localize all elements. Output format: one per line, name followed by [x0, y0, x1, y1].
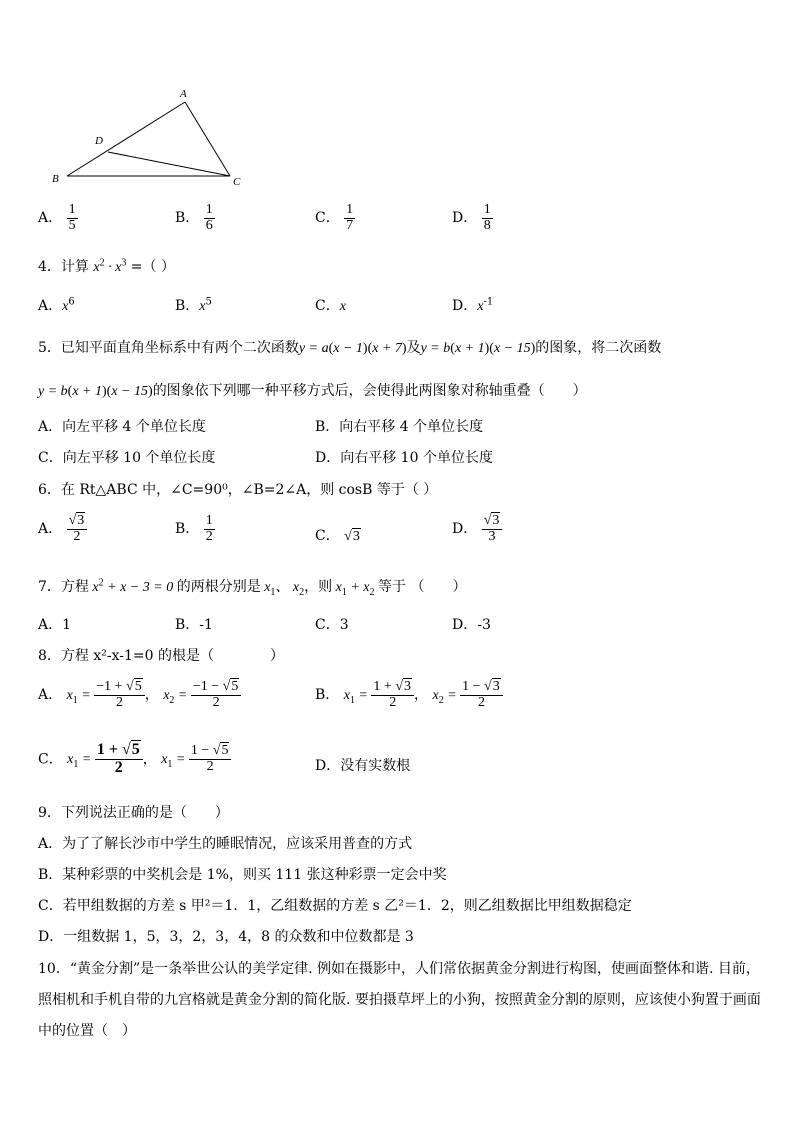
fraction: $\frac{1}{2}$ [205, 513, 213, 544]
q6-option-b[interactable]: B． $\frac{1}{2}$ [175, 513, 213, 544]
q8-option-a[interactable]: A． $x_1$ = $\frac{-1 + √5}{2}$ ， $x_2$ = $\frac{-1 - √5}{2}$ [38, 680, 241, 710]
segment-ba [67, 102, 185, 176]
q6-option-d[interactable]: D． $\frac{√3}{3}$ [452, 514, 502, 544]
q9-option-a[interactable]: A．为了了解长沙市中学生的睡眠情况，应该采用普查的方式 [38, 836, 413, 852]
q7-option-c[interactable]: C．3 [315, 617, 349, 633]
fraction: $\frac{1}{5}$ [68, 202, 76, 233]
q3-option-d[interactable]: D． $\frac{1}{8}$ [452, 202, 491, 233]
q7-option-a[interactable]: A．1 [38, 617, 72, 633]
q9-option-d[interactable]: D．一组数据 1，5，3，2，3，4，8 的众数和中位数都是 3 [38, 929, 414, 945]
q5-option-d[interactable]: D．向右平移 10 个单位长度 [315, 450, 493, 466]
label-a: A [180, 88, 187, 100]
q4-option-a[interactable]: A．$x^6$ [38, 296, 75, 314]
fraction: $\frac{1}{7}$ [346, 202, 354, 233]
q6-option-a[interactable]: A． $\frac{√3}{2}$ [38, 514, 87, 544]
q5-func-2: y = b(x + 1)(x − 15) [420, 341, 536, 356]
q6-option-c[interactable]: C． √3 [315, 528, 360, 544]
q7-option-b[interactable]: B．-1 [175, 617, 213, 633]
q10-line-3: 中的位置（ ） [38, 1023, 136, 1039]
label-d: D [95, 135, 103, 147]
q4-option-d[interactable]: D．$x^{-1}$ [452, 296, 494, 314]
q3-option-c[interactable]: C． $\frac{1}{7}$ [315, 202, 354, 233]
label-b: B [52, 173, 59, 185]
q10-line-2: 照相机和手机自带的九宫格就是黄金分割的简化版. 要拍摄草坪上的小狗，按照黄金分割的原则，应该使小狗置于画面 [38, 992, 761, 1008]
q5-option-a[interactable]: A．向左平移 4 个单位长度 [38, 419, 206, 435]
q9-option-b[interactable]: B．某种彩票的中奖机会是 1%，则买 111 张这种彩票一定会中奖 [38, 867, 447, 883]
fraction: $\frac{√3}{2}$ [67, 514, 88, 544]
segment-dc [108, 152, 230, 176]
triangle-figure [40, 80, 260, 190]
q9-stem: 9．下列说法正确的是（ ） [38, 805, 229, 821]
fraction: $\frac{√3}{3}$ [482, 514, 503, 544]
q4-expression: $x^2 \cdot x^3$ [93, 257, 127, 275]
q5-option-c[interactable]: C．向左平移 10 个单位长度 [38, 450, 216, 466]
q5-option-b[interactable]: B．向右平移 4 个单位长度 [315, 419, 484, 435]
fraction: $\frac{1}{6}$ [205, 202, 213, 233]
q8-option-c[interactable]: C． $x_1$ = $\frac{1 + √5}{2}$ ， $x_1$ = $\frac{1 - √5}{2}$ [38, 742, 231, 777]
label-c: C [233, 176, 241, 188]
q10-line-1: 10．“黄金分割”是一条举世公认的美学定律. 例如在摄影中，人们常依据黄金分割进行构图，使画面整体和谐. 目前， [38, 961, 760, 977]
q4-stem: 4．计算 $x^2 \cdot x^3$ =（ ） [38, 257, 175, 275]
q8-option-b[interactable]: B． $x_1$ = $\frac{1 + √3}{2}$ ， $x_2$ = $\frac{1 - √3}{2}$ [315, 680, 503, 710]
fraction: $\frac{1}{8}$ [483, 202, 491, 233]
q6-stem: 6．在 Rt△ABC 中，∠C=90⁰，∠B=2∠A，则 cosB 等于（ ） [38, 482, 438, 498]
q5-line-1: 5．已知平面直角坐标系中有两个二次函数y = a(x − 1)(x + 7)及y = b(x + 1)(x − 15)的图象，将二次函数 [38, 340, 662, 356]
q5-func-2-repeat: y = b(x + 1)(x − 15) [38, 384, 153, 399]
q4-option-b[interactable]: B．$x^5$ [175, 296, 212, 314]
q9-option-c[interactable]: C．若甲组数据的方差 s 甲²＝1．1，乙组数据的方差 s 乙²＝1．2，则乙组数据比甲组数据稳定 [38, 898, 632, 914]
q3-option-a[interactable]: A． $\frac{1}{5}$ [38, 202, 76, 233]
q7-option-d[interactable]: D．-3 [452, 617, 491, 633]
q5-line-2: y = b(x + 1)(x − 15)的图象依下列哪一种平移方式后，会使得此两图象对称轴重叠（ ） [38, 383, 587, 399]
q8-stem: 8．方程 x²-x-1=0 的根是（ ） [38, 648, 284, 664]
q7-stem: 7．方程 $x^2 + x - 3 = 0$ 的两根分别是 $x_1$、 $x_2$，则 $x_1 + x_2$ 等于 （ ） [38, 577, 467, 598]
segment-ac [185, 102, 230, 176]
q3-option-b[interactable]: B． $\frac{1}{6}$ [175, 202, 213, 233]
q8-option-d[interactable]: D．没有实数根 [315, 758, 411, 774]
q4-option-c[interactable]: C．x [315, 298, 346, 314]
q5-func-1: y = a(x − 1)(x + 7) [298, 341, 407, 356]
